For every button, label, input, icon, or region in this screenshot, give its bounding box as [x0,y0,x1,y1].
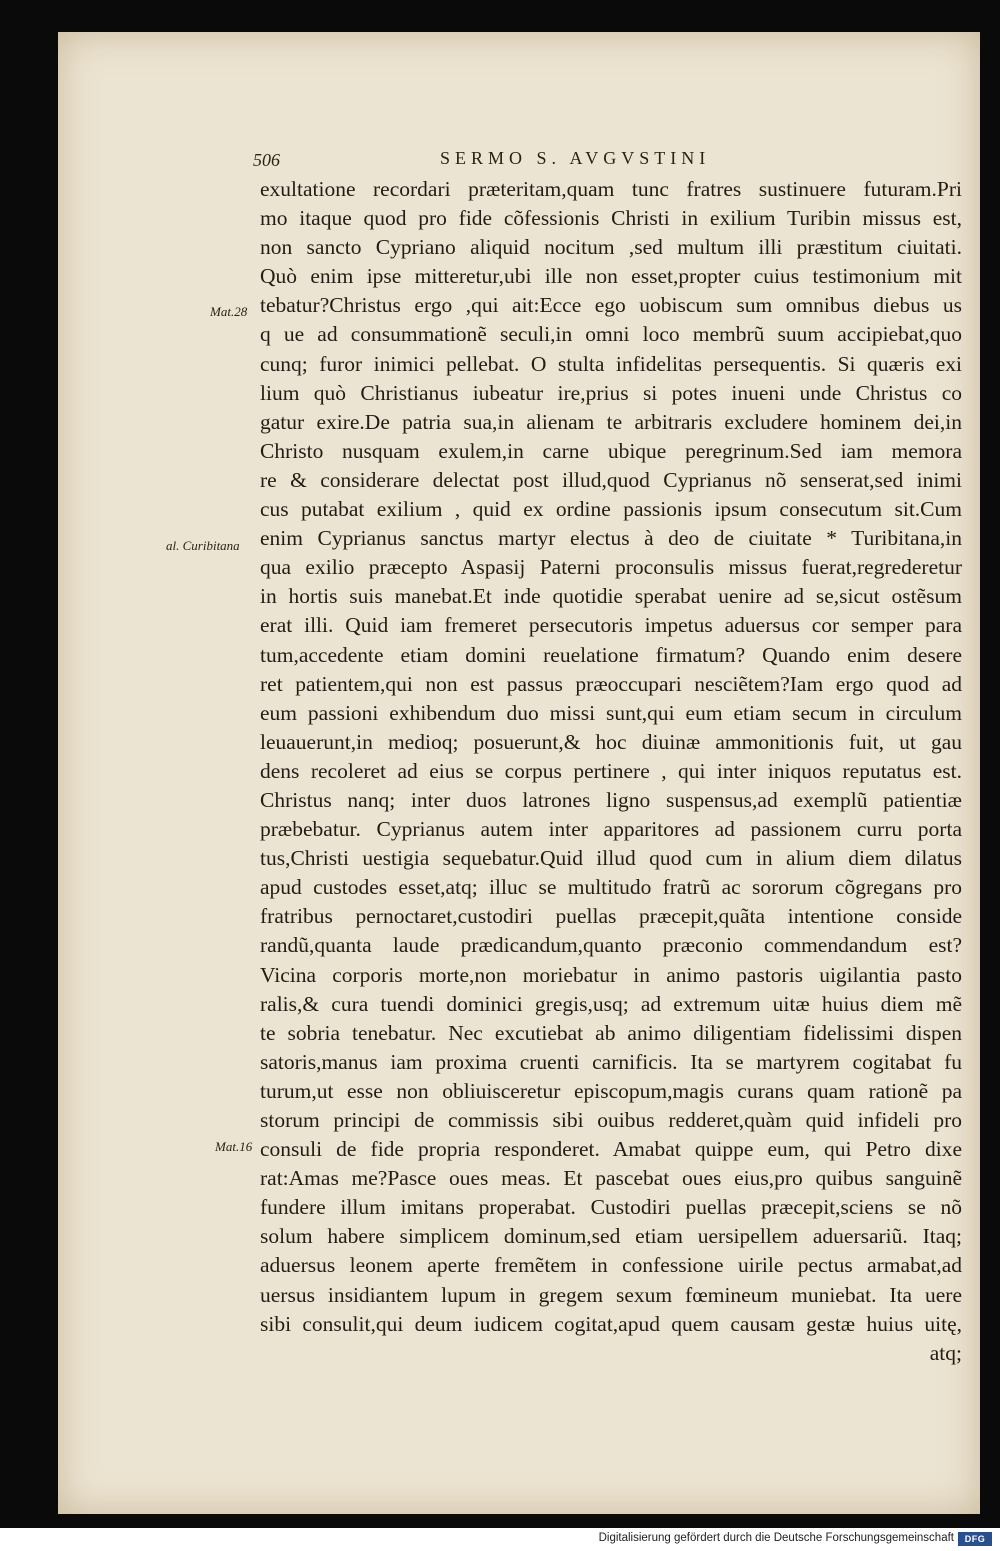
catchword: atq; [929,1340,962,1365]
text-line: præbebatur. Cyprianus autem inter apparitores ad passionem curru porta [260,817,962,842]
body-text [260,175,962,1368]
text-line: lium quò Christianus iubeatur ire,prius si potes inueni unde Christus co [260,380,962,405]
footer-bar [0,1528,1000,1551]
text-line: consuli de fide propria responderet. Amabat quippe eum, qui Petro dixe [260,1137,962,1162]
text-line: in hortis suis manebat.Et inde quotidie sperabat uenire ad se,sicut ostẽsum [260,584,962,609]
text-line: exultatione recordari præteritam,quam tunc fratres sustinuere futuram.Pri [260,177,962,201]
text-line: qua exilio præcepto Aspasij Paterni proconsulis missus fuerat,regrederetur [260,555,962,580]
text-line: uersus insidiantem lupum in gregem sexum fœmineum muniebat. Ita uere [260,1282,962,1307]
text-line: cunq; furor inimici pellebat. O stulta infidelitas persequentis. Si quæris exi [260,351,962,376]
text-line: storum principi de commissis sibi ouibus redderet,quàm quid infideli pro [260,1108,962,1132]
text-line: ralis,& cura tuendi dominici gregis,usq; ad extremum uitæ huius diem mẽ [260,991,962,1016]
margin-note-mat28: Mat.28 [210,304,248,319]
margin-note-curibitana: al. Curibitana [166,538,240,553]
text-line: fundere illum imitans properabat. Custodiri puellas præcepit,sciens se nõ [260,1195,962,1220]
funding-note: Digitalisierung gefördert durch die Deutsche Forschungsgemeinschaft [598,1532,954,1544]
text-line: sibi consulit,qui deum iudicem cogitat,apud quem causam gestæ huius uitę, [260,1311,962,1336]
text-line: fratribus pernoctaret,custodiri puellas præcepit,quãta intentione conside [260,904,962,929]
text-line: re & considerare delectat post illud,quod Cyprianus nõ senserat,sed inimi [260,467,962,492]
text-line: non sancto Cypriano aliquid nocitum ,sed multum illi præstitum ciuitati. [260,235,962,260]
text-line: erat illi. Quid iam fremeret persecutoris impetus aduersus cor semper para [260,613,962,638]
text-line: gatur exire.De patria sua,in alienam te arbitraris excludere hominem dei,in [260,409,962,434]
text-line: turum,ut esse non obliuisceretur episcopum,magis curans quam rationẽ pa [260,1078,962,1103]
text-line: solum habere simplicem dominum,sed etiam uersipellem aduersariũ. Itaq; [260,1224,962,1249]
text-line: tus,Christi uestigia sequebatur.Quid illud quod cum in alium diem dilatus [260,846,962,871]
text-line: rat:Amas me?Pasce oues meas. Et pascebat oues eius,pro quibus sanguinẽ [260,1166,962,1191]
text-line: mo itaque quod pro fide cõfessionis Christi in exilium Turibin missus est, [260,206,962,231]
dfg-logo[interactable]: DFG [958,1532,992,1546]
text-line: leuauerunt,in medioq; posuerunt,& hoc diuinæ ammonitionis fuit, ut gau [260,729,962,754]
text-line: te sobria tenebatur. Nec excutiebat ab animo diligentiam fidelissimi dispen [260,1020,962,1045]
text-line: aduersus leonem aperte fremẽtem in confessione uirile pectus armabat,ad [260,1253,962,1278]
text-line: Christo nusquam exulem,in carne ubique peregrinum.Sed iam memora [260,438,962,463]
text-line: randũ,quanta laude prædicandum,quanto præconio commendandum est? [260,933,962,958]
text-line: eum passioni exhibendum duo missi sunt,qui eum etiam secum in circulum [260,700,962,725]
text-line: ret patientem,qui non est passus præoccupari nesciẽtem?Iam ergo quod ad [260,671,962,696]
text-line: enim Cyprianus sanctus martyr electus à deo de ciuitate * Turibitana,in [260,526,962,551]
text-line: tebatur?Christus ergo ,qui ait:Ecce ego uobiscum sum omnibus diebus us [260,293,962,318]
text-line: Vicina corporis morte,non moriebatur in animo pastoris uigilantia pasto [260,962,962,987]
text-line: tum,accedente etiam domini reuelatione firmatum? Quando enim desere [260,642,962,667]
text-line: Quò enim ipse mitteretur,ubi ille non esset,propter cuius testimonium mit [260,264,962,289]
text-line: q ue ad consummationẽ seculi,in omni loco membrũ suum accipiebat,quo [260,322,962,347]
text-line: apud custodes esset,atq; illuc se multitudo fratrũ ac sororum cõgregans pro [260,875,962,900]
running-title: SERMO S. AVGVSTINI [440,148,711,168]
text-line: Christus nanq; inter duos latrones ligno suspensus,ad exemplũ patientiæ [260,787,962,812]
page-number: 506 [253,150,280,170]
margin-note-mat16: Mat.16 [215,1139,253,1154]
text-line: dens recoleret ad eius se corpus pertinere , qui inter iniquos reputatus est. [260,758,962,783]
text-line: cus putabat exilium , quid ex ordine passionis ipsum consecutum sit.Cum [260,497,962,522]
text-line: satoris,manus iam proxima cruenti carnificis. Ita se martyrem cogitabat fu [260,1049,962,1074]
